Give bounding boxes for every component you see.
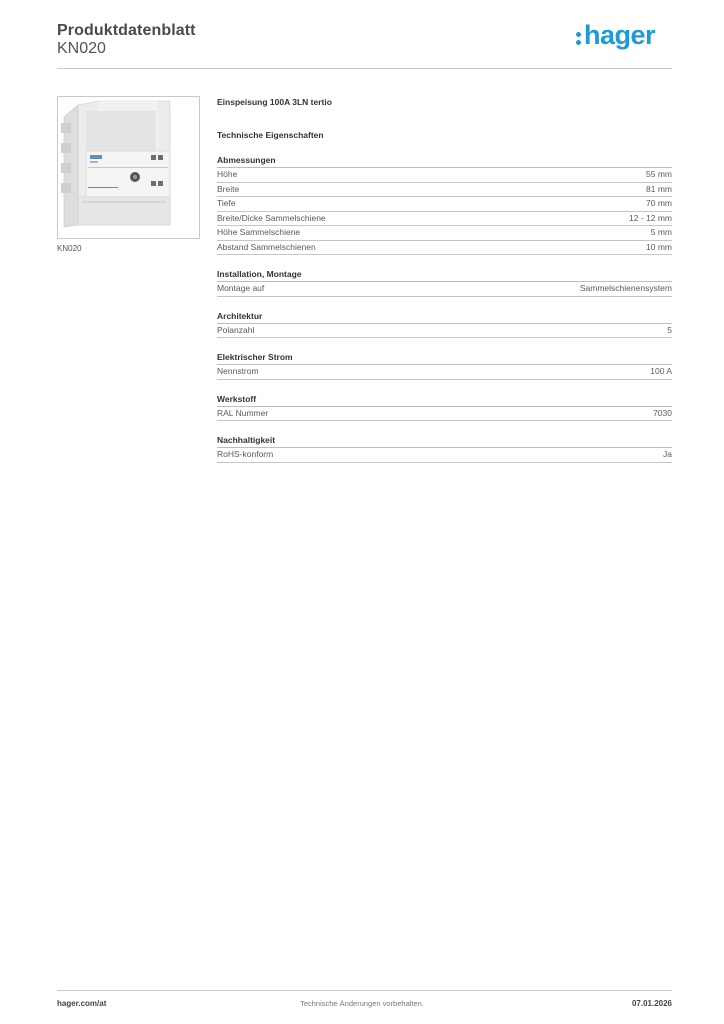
section-title: Werkstoff bbox=[217, 394, 672, 407]
property-value: 5 mm bbox=[650, 227, 672, 237]
document-title: Produktdatenblatt bbox=[57, 22, 196, 39]
property-label: Tiefe bbox=[217, 198, 236, 208]
property-value: Ja bbox=[663, 449, 672, 459]
product-image bbox=[57, 96, 200, 239]
section-architektur bbox=[217, 311, 672, 339]
hager-logo bbox=[576, 20, 655, 50]
property-label: Höhe bbox=[217, 169, 238, 179]
property-value: 55 mm bbox=[646, 169, 672, 179]
logo-text: hager bbox=[583, 20, 655, 50]
property-label: Polanzahl bbox=[217, 324, 255, 335]
property-label: Montage auf bbox=[217, 283, 265, 293]
property-row bbox=[217, 407, 672, 422]
section-title: Abmessungen bbox=[217, 155, 672, 168]
property-row bbox=[217, 212, 672, 227]
property-label: RoHS-konform bbox=[217, 449, 274, 459]
property-row bbox=[217, 282, 672, 297]
property-label: Breite bbox=[217, 183, 240, 194]
property-label: Nennstrom bbox=[217, 366, 259, 376]
property-value: 100 A bbox=[650, 366, 672, 376]
property-label: RAL Nummer bbox=[217, 407, 269, 418]
logo-dots-icon bbox=[576, 28, 582, 46]
section-elektrischer-strom bbox=[217, 352, 672, 380]
footer-divider bbox=[57, 990, 672, 991]
page-header bbox=[57, 20, 672, 68]
footer-website: hager.com/at bbox=[57, 999, 107, 1008]
property-row bbox=[217, 241, 672, 256]
section-title: Nachhaltigkeit bbox=[217, 435, 672, 448]
section-title: Architektur bbox=[217, 311, 672, 324]
product-name: Einspeisung 100A 3LN tertio bbox=[217, 97, 332, 107]
section-werkstoff bbox=[217, 394, 672, 422]
property-value: Sammelschienensystem bbox=[579, 283, 672, 293]
section-title: Installation, Montage bbox=[217, 269, 672, 282]
section-abmessungen bbox=[217, 155, 672, 255]
property-row bbox=[217, 183, 672, 198]
property-value: 10 mm bbox=[646, 241, 672, 252]
property-row bbox=[217, 365, 672, 380]
property-value: 81 mm bbox=[646, 183, 672, 194]
properties-title: Technische Eigenschaften bbox=[217, 130, 324, 140]
property-label: Höhe Sammelschiene bbox=[217, 227, 301, 237]
property-value: 7030 bbox=[653, 407, 672, 418]
property-row bbox=[217, 168, 672, 183]
section-installation bbox=[217, 269, 672, 297]
document-subtitle: KN020 bbox=[57, 40, 106, 57]
product-details bbox=[217, 96, 672, 463]
property-label: Breite/Dicke Sammelschiene bbox=[217, 212, 326, 223]
section-title: Elektrischer Strom bbox=[217, 352, 672, 365]
property-value: 5 bbox=[667, 324, 672, 335]
footer-disclaimer: Technische Änderungen vorbehalten. bbox=[300, 999, 424, 1008]
property-value: 12 - 12 mm bbox=[629, 212, 672, 223]
image-caption: KN020 bbox=[57, 244, 82, 253]
property-row bbox=[217, 226, 672, 241]
property-label: Abstand Sammelschienen bbox=[217, 241, 316, 252]
busbar-feed-module-image bbox=[58, 97, 199, 238]
property-row bbox=[217, 197, 672, 212]
property-value: 70 mm bbox=[646, 198, 672, 208]
footer-date: 07.01.2026 bbox=[631, 999, 672, 1008]
property-row bbox=[217, 324, 672, 339]
section-nachhaltigkeit bbox=[217, 435, 672, 463]
property-row bbox=[217, 448, 672, 463]
header-divider bbox=[57, 68, 672, 69]
